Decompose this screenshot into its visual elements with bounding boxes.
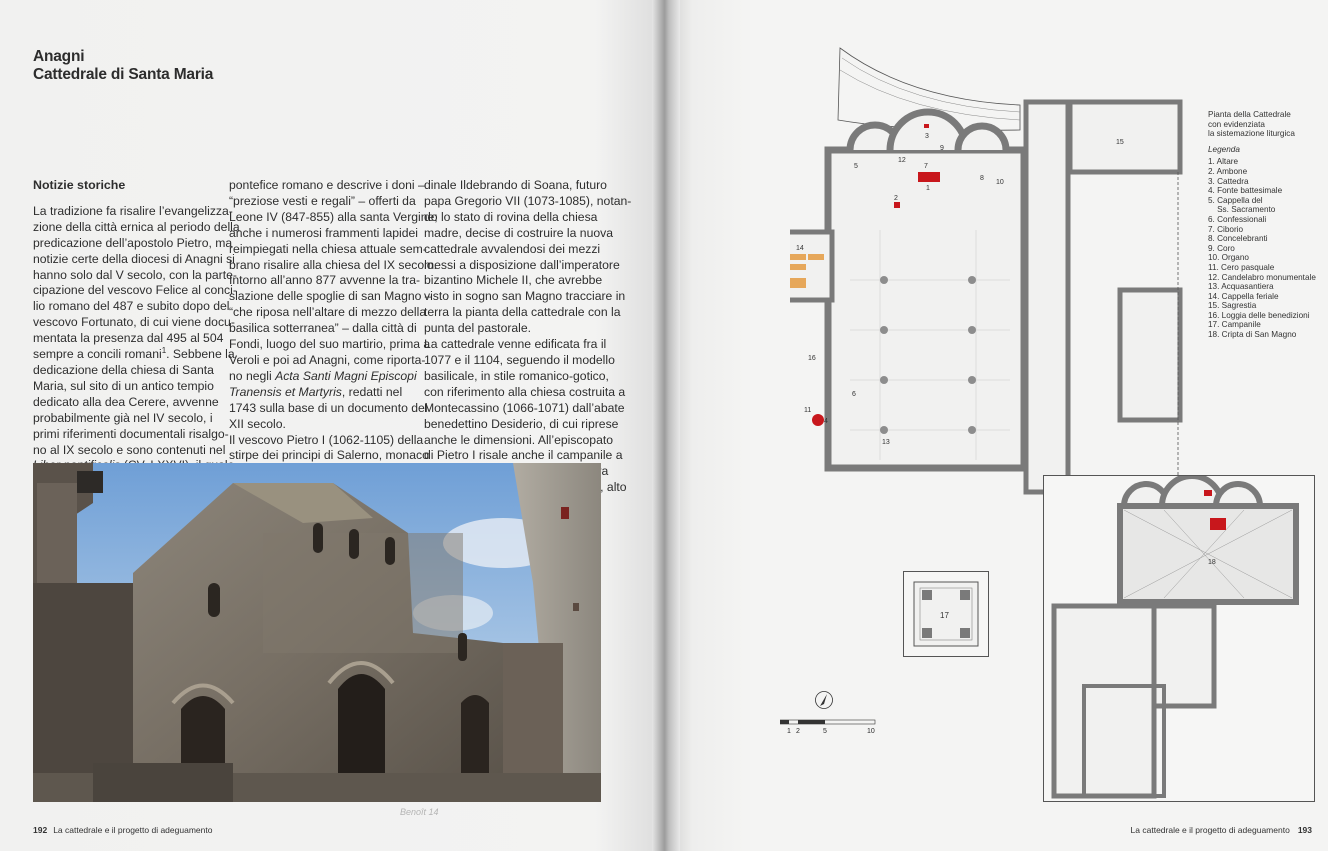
plan-label: 14 xyxy=(796,245,804,252)
text-line: Il vescovo Pietro I (1062-1105) della xyxy=(229,432,424,447)
plan-label: 18 xyxy=(1208,559,1216,566)
legend-item: 4. Fonte battesimale xyxy=(1208,186,1283,196)
text-line: basilicale, in stile romanico-gotico, xyxy=(424,368,609,383)
cathedral-photo-image xyxy=(33,463,601,802)
text-line: do lo stato di rovina della chiesa xyxy=(424,209,598,224)
text-line: madre, decise di costruire la nuova xyxy=(424,225,614,240)
text-line: primi riferimenti documentali risalgo- xyxy=(33,426,229,441)
plan-label: 10 xyxy=(996,179,1004,186)
plan-label: 12 xyxy=(898,157,906,164)
plan-label: 3 xyxy=(925,133,929,140)
legend-item: 5. Cappella del xyxy=(1208,195,1263,205)
plan-label: 1 xyxy=(926,185,930,192)
plan-label: 8 xyxy=(980,175,984,182)
legend-item: 15. Sagrestia xyxy=(1208,301,1257,311)
text-line: XII secolo. xyxy=(229,416,286,431)
text-line: zione della città ernica al periodo della xyxy=(33,219,240,234)
text-line: no negli Acta Santi Magni Episcopi xyxy=(229,368,417,383)
text-line: sempre a concili romani$^1$. Sebbene la xyxy=(33,346,235,362)
text-line: vescovo Fortunato, di cui viene docu- xyxy=(33,315,235,330)
text-line: 1077 e il 1104, seguendo il modello xyxy=(424,352,615,367)
text-line: benedettino Desiderio, di cui riprese xyxy=(424,416,619,431)
running-title: La cattedrale e il progetto di adeguamento xyxy=(1130,825,1290,835)
text-line: cipazione del vescovo Felice al conci- xyxy=(33,283,237,298)
text-line: anche le dimensioni. All’episcopato xyxy=(424,432,614,447)
text-line: Montecassino (1066-1071) dall’abate xyxy=(424,400,625,415)
text-line: no al IX secolo e sono contenuti nel xyxy=(33,442,226,457)
legend-item: 8. Concelebranti xyxy=(1208,234,1268,244)
north-arrow-icon xyxy=(814,690,834,710)
text-line: brano risalire alla chiesa del IX secolo. xyxy=(229,257,437,272)
central-apse xyxy=(890,112,966,150)
right-rooms xyxy=(1120,290,1180,420)
legend-item: 9. Coro xyxy=(1208,243,1235,253)
text-line: Leone IV (847-855) alla santa Vergine; xyxy=(229,209,438,224)
plan-label: 4 xyxy=(824,418,828,425)
book-gutter xyxy=(652,0,680,851)
footnote-mark: 1 xyxy=(161,346,167,355)
text-line: Intorno all’anno 877 avvenne la tra- xyxy=(229,273,421,288)
text-line: dinale Ildebrando di Soana, futuro xyxy=(424,178,607,192)
plan-label: 16 xyxy=(808,355,816,362)
legend-item: 6. Confessionali xyxy=(1208,214,1267,224)
right-aisle xyxy=(1026,102,1068,492)
text-line: messi a disposizione dall’imperatore xyxy=(424,257,620,272)
legend-item: 14. Cappella feriale xyxy=(1208,291,1279,301)
plan-label: 7 xyxy=(924,163,928,170)
crypt-plan-inset xyxy=(1043,475,1315,802)
text-line: predicazione dell’apostolo Pietro, ma xyxy=(33,235,233,250)
text-line: reimpiegati nella chiesa attuale sem- xyxy=(229,241,427,256)
page-number: 193 xyxy=(1297,825,1312,835)
text-line: Tranensis et Martyris, redatti nel xyxy=(229,384,403,399)
sacristy xyxy=(1070,102,1180,172)
plan-label: 6 xyxy=(852,391,856,398)
text-line: “preziose vesti e regali” – offerti da xyxy=(229,193,416,208)
text-line: basilica sotterranea” – dalla città di xyxy=(229,321,417,336)
plan-caption: la sistemazione liturgica xyxy=(1208,129,1295,139)
right-footer xyxy=(1131,825,1312,835)
legend-item: Ss. Sacramento xyxy=(1208,205,1276,215)
legend-item: 13. Acquasantiera xyxy=(1208,282,1274,292)
font-mark xyxy=(812,414,824,426)
legend-item: 12. Candelabro monumentale xyxy=(1208,272,1316,282)
text-line: terra la pianta della cattedrale con la xyxy=(424,305,621,320)
text-column-2 xyxy=(229,178,438,496)
text-line: stirpe dei principi di Salerno, monaco xyxy=(229,448,429,463)
text-line: Fondi, luogo del suo martirio, prima a xyxy=(229,337,431,352)
text-line: punta del pastorale. xyxy=(424,321,532,336)
text-column-1 xyxy=(33,178,240,490)
text-line: probabilmente già nel IV secolo, i xyxy=(33,410,213,425)
plan-caption: con evidenziata xyxy=(1208,119,1265,129)
text-line: hanno solo dal V secolo, con la parte- xyxy=(33,267,237,282)
scale-label: 2 xyxy=(796,728,800,735)
text-line: dedicato alla dea Cerere, avvenne xyxy=(33,394,219,409)
text-line: con riferimento alla chiesa costruita a xyxy=(424,384,626,399)
legend-item: 2. Ambone xyxy=(1208,166,1248,176)
text-line: papa Gregorio VII (1073-1085), notan- xyxy=(424,193,632,208)
left-footer xyxy=(33,825,212,835)
scale-bar xyxy=(780,719,890,739)
text-line: visto in sogno san Magno tracciare in xyxy=(424,289,626,304)
section-heading: Notizie storiche xyxy=(33,178,126,192)
legend-item: 10. Organo xyxy=(1208,253,1249,263)
text-line: di Pietro I risale anche il campanile a xyxy=(424,448,623,463)
text-line: La tradizione fa risalire l’evangelizza- xyxy=(33,203,233,218)
legend-title: Legenda xyxy=(1208,144,1240,154)
text-line: “che riposa nell’altare di mezzo della xyxy=(229,305,427,320)
text-line: anche i numerosi frammenti lapidei xyxy=(229,225,418,240)
plan-label: 11 xyxy=(804,407,812,414)
text-line: La cattedrale venne edificata fra il xyxy=(424,337,607,352)
legend-item: 16. Loggia delle benedizioni xyxy=(1208,310,1310,320)
cathedra-mark xyxy=(924,124,929,128)
handwritten-mark: Benoît 14 xyxy=(400,807,439,817)
legend-list xyxy=(1208,157,1326,339)
legend-item: 3. Cattedra xyxy=(1208,176,1249,186)
scale-label: 10 xyxy=(867,728,875,735)
legend-item: 1. Altare xyxy=(1208,157,1239,167)
text-line: dedicazione della chiesa di Santa xyxy=(33,362,214,377)
text-line: bizantino Michele II, che avrebbe xyxy=(424,273,603,288)
title-city: Anagni xyxy=(33,48,85,65)
text-line: pontefice romano e descrive i doni – xyxy=(229,178,425,192)
plan-label: 15 xyxy=(1116,139,1124,146)
campanile-plan xyxy=(903,571,989,657)
scale-label: 1 xyxy=(787,728,791,735)
plan-label: 5 xyxy=(854,163,858,170)
title-church: Cattedrale di Santa Maria xyxy=(33,66,214,83)
altar-mark xyxy=(918,172,940,182)
right-apse xyxy=(958,126,1006,150)
cathedral-floor-plan xyxy=(790,40,1190,520)
plan-label: 2 xyxy=(894,195,898,202)
running-title: La cattedrale e il progetto di adeguamento xyxy=(53,825,213,835)
text-line: mentata la presenza dal 495 al 504 xyxy=(33,331,224,346)
text-line: notizie certe della diocesi di Anagni si xyxy=(33,251,235,266)
legend-item: 17. Campanile xyxy=(1208,320,1261,330)
legend-item: 11. Cero pasquale xyxy=(1208,262,1275,272)
text-line: lio romano del 487 e subito dopo del xyxy=(33,299,230,314)
text-column-3 xyxy=(424,178,632,496)
legend-item: 18. Cripta di San Magno xyxy=(1208,330,1297,340)
plan-label: 9 xyxy=(940,145,944,152)
text-line: Maria, sul sito di un antico tempio xyxy=(33,378,214,393)
nave-walls xyxy=(828,150,1024,468)
legend-item: 7. Ciborio xyxy=(1208,224,1244,234)
ambo-mark xyxy=(894,202,900,208)
text-line: Veroli e poi ad Anagni, come riporta- xyxy=(229,352,426,367)
plan-label: 13 xyxy=(882,439,890,446)
plan-legend xyxy=(1208,110,1326,340)
text-line: cattedrale avvalendosi dei mezzi xyxy=(424,241,601,256)
scale-label: 5 xyxy=(823,728,827,735)
text-line: 1743 sulla base di un documento del xyxy=(229,400,428,415)
page-number: 192 xyxy=(33,825,48,835)
plan-label: 17 xyxy=(940,611,949,620)
text-line: slazione delle spoglie di san Magno – xyxy=(229,289,432,304)
plan-caption: Pianta della Cattedrale xyxy=(1208,110,1291,119)
page-title xyxy=(33,48,213,84)
cathedral-photo xyxy=(33,463,601,802)
